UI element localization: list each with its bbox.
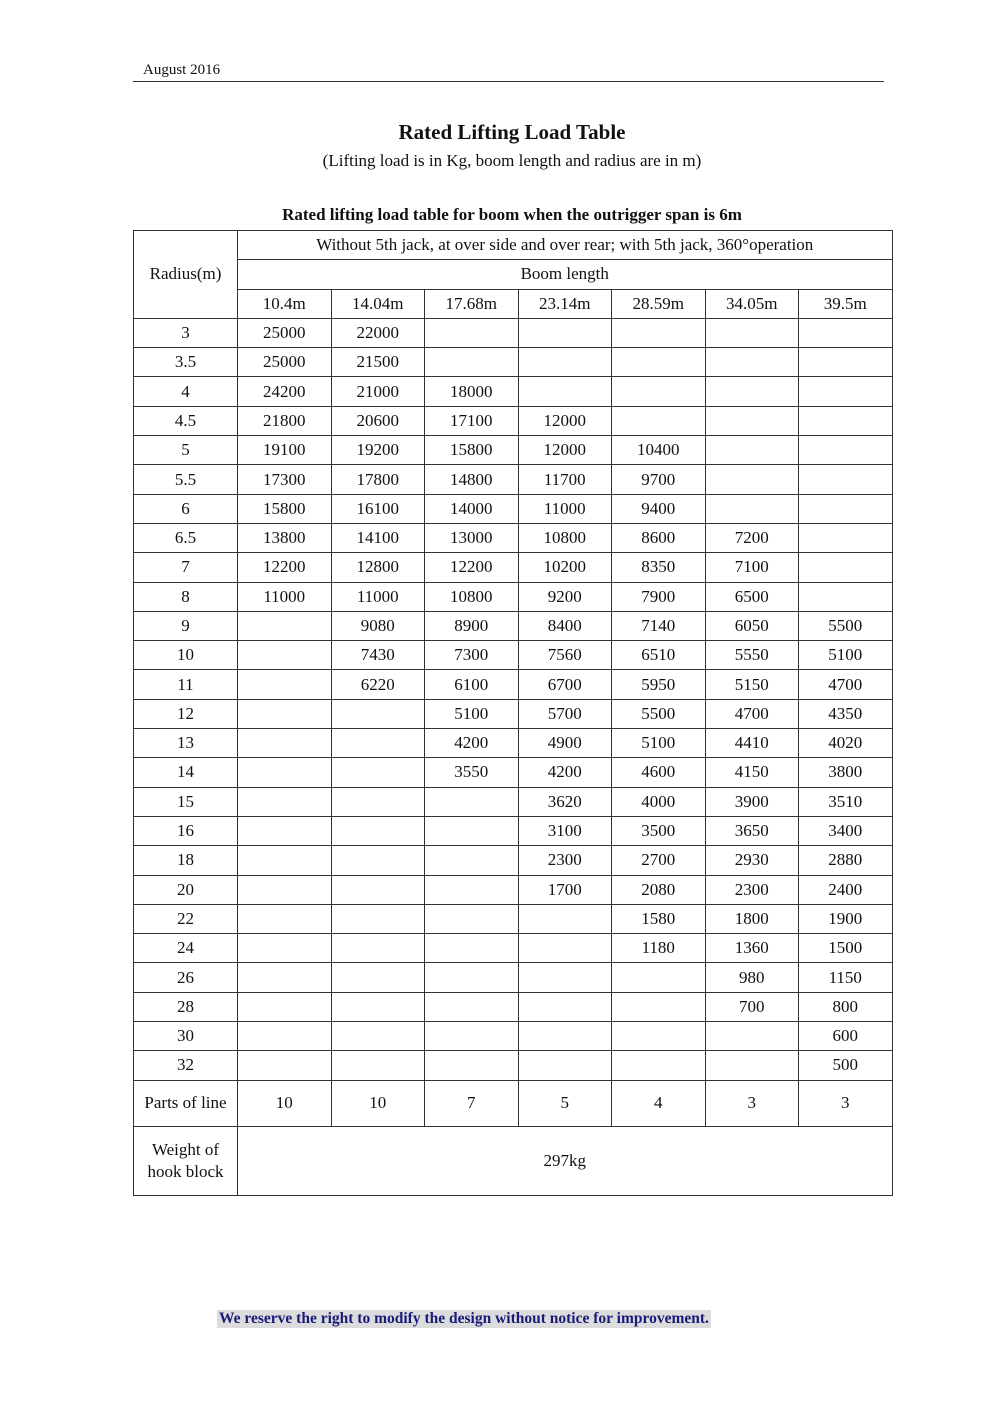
radius-cell: 5: [134, 436, 238, 465]
load-table: [133, 230, 893, 1196]
load-cell: 3500: [612, 816, 706, 845]
radius-cell: 8: [134, 582, 238, 611]
load-cell: [331, 875, 425, 904]
hook-block-label: Weight of hook block: [134, 1126, 238, 1195]
load-cell: 19100: [238, 436, 332, 465]
load-cell: 1180: [612, 934, 706, 963]
page-title: Rated Lifting Load Table: [398, 120, 626, 144]
load-cell: 5100: [799, 641, 893, 670]
load-cell: 3650: [705, 816, 799, 845]
load-cell: [705, 465, 799, 494]
load-cell: [238, 963, 332, 992]
load-cell: 7140: [612, 611, 706, 640]
load-cell: 1500: [799, 934, 893, 963]
load-cell: 11000: [518, 494, 612, 523]
table-row: [134, 611, 893, 640]
load-cell: [425, 934, 519, 963]
load-cell: 4600: [612, 758, 706, 787]
table-row: [134, 992, 893, 1021]
load-cell: [612, 377, 706, 406]
load-cell: [612, 406, 706, 435]
load-cell: 20600: [331, 406, 425, 435]
load-cell: 10400: [612, 436, 706, 465]
load-cell: 17800: [331, 465, 425, 494]
load-cell: [331, 904, 425, 933]
load-cell: 2700: [612, 846, 706, 875]
load-cell: [705, 377, 799, 406]
load-cell: [238, 670, 332, 699]
load-cell: 1360: [705, 934, 799, 963]
load-cell: [799, 348, 893, 377]
load-cell: 2880: [799, 846, 893, 875]
load-cell: [799, 406, 893, 435]
load-cell: 10200: [518, 553, 612, 582]
load-cell: 16100: [331, 494, 425, 523]
load-cell: [331, 1051, 425, 1080]
radius-cell: 11: [134, 670, 238, 699]
load-cell: 5150: [705, 670, 799, 699]
load-cell: 8400: [518, 611, 612, 640]
load-cell: 5950: [612, 670, 706, 699]
load-cell: [238, 699, 332, 728]
load-cell: 21000: [331, 377, 425, 406]
radius-cell: 10: [134, 641, 238, 670]
load-cell: [612, 318, 706, 347]
load-cell: [425, 1051, 519, 1080]
radius-cell: 20: [134, 875, 238, 904]
load-cell: 1150: [799, 963, 893, 992]
load-cell: [425, 963, 519, 992]
load-cell: [238, 875, 332, 904]
load-cell: [518, 1022, 612, 1051]
load-cell: 6500: [705, 582, 799, 611]
load-cell: [612, 348, 706, 377]
load-cell: [238, 611, 332, 640]
table-row: [134, 699, 893, 728]
hook-block-weight: 297kg: [238, 1126, 893, 1195]
radius-cell: 28: [134, 992, 238, 1021]
load-cell: [331, 816, 425, 845]
table-row: [134, 318, 893, 347]
load-cell: 2400: [799, 875, 893, 904]
load-cell: 25000: [238, 348, 332, 377]
table-row: [134, 904, 893, 933]
load-cell: [425, 787, 519, 816]
header-row-operation: [134, 231, 893, 260]
load-cell: [518, 377, 612, 406]
header-divider: [133, 81, 884, 82]
load-cell: 6100: [425, 670, 519, 699]
load-cell: [238, 904, 332, 933]
load-cell: 9080: [331, 611, 425, 640]
load-cell: 17300: [238, 465, 332, 494]
load-cell: 12200: [238, 553, 332, 582]
radius-cell: 18: [134, 846, 238, 875]
parts-of-line-cell: 3: [799, 1080, 893, 1126]
radius-cell: 4.5: [134, 406, 238, 435]
table-row: [134, 816, 893, 845]
load-cell: [331, 963, 425, 992]
load-cell: [425, 846, 519, 875]
load-cell: 4150: [705, 758, 799, 787]
load-cell: 2300: [518, 846, 612, 875]
load-cell: 3800: [799, 758, 893, 787]
load-cell: [425, 816, 519, 845]
table-row: [134, 963, 893, 992]
radius-header: Radius(m): [134, 231, 238, 319]
load-cell: 2300: [705, 875, 799, 904]
table-row: [134, 787, 893, 816]
load-cell: 5500: [612, 699, 706, 728]
load-cell: [425, 992, 519, 1021]
radius-cell: 22: [134, 904, 238, 933]
load-cell: [705, 348, 799, 377]
load-cell: [425, 904, 519, 933]
load-cell: 13800: [238, 523, 332, 552]
table-row: [134, 846, 893, 875]
load-cell: 2930: [705, 846, 799, 875]
radius-cell: 7: [134, 553, 238, 582]
load-cell: 4200: [425, 729, 519, 758]
load-cell: 25000: [238, 318, 332, 347]
load-cell: 4350: [799, 699, 893, 728]
load-cell: 7100: [705, 553, 799, 582]
load-cell: 4700: [705, 699, 799, 728]
load-cell: 7560: [518, 641, 612, 670]
load-cell: [518, 318, 612, 347]
load-cell: 5100: [425, 699, 519, 728]
boom-length-cell: 34.05m: [705, 289, 799, 318]
load-cell: 3100: [518, 816, 612, 845]
header-date: August 2016: [143, 62, 221, 78]
load-cell: 9700: [612, 465, 706, 494]
radius-cell: 5.5: [134, 465, 238, 494]
table-row: [134, 875, 893, 904]
load-cell: 7300: [425, 641, 519, 670]
table-row: [134, 494, 893, 523]
boom-length-cell: 23.14m: [518, 289, 612, 318]
load-cell: [238, 1022, 332, 1051]
table-row: [134, 523, 893, 552]
load-cell: [705, 494, 799, 523]
load-cell: [238, 641, 332, 670]
load-cell: 6510: [612, 641, 706, 670]
load-cell: 4020: [799, 729, 893, 758]
radius-cell: 3: [134, 318, 238, 347]
load-cell: [331, 992, 425, 1021]
load-cell: 18000: [425, 377, 519, 406]
table-row: [134, 406, 893, 435]
radius-cell: 32: [134, 1051, 238, 1080]
load-cell: 3510: [799, 787, 893, 816]
boom-length-header: Boom length: [238, 260, 893, 289]
radius-cell: 3.5: [134, 348, 238, 377]
load-cell: 21800: [238, 406, 332, 435]
radius-cell: 4: [134, 377, 238, 406]
load-cell: 4000: [612, 787, 706, 816]
load-cell: 10800: [425, 582, 519, 611]
load-cell: 24200: [238, 377, 332, 406]
radius-cell: 16: [134, 816, 238, 845]
load-cell: [705, 406, 799, 435]
load-cell: 5700: [518, 699, 612, 728]
radius-cell: 9: [134, 611, 238, 640]
load-cell: [238, 787, 332, 816]
load-cell: 8350: [612, 553, 706, 582]
load-cell: [705, 1022, 799, 1051]
load-cell: 17100: [425, 406, 519, 435]
load-cell: 9400: [612, 494, 706, 523]
table-row: [134, 377, 893, 406]
load-cell: 3400: [799, 816, 893, 845]
load-cell: 12200: [425, 553, 519, 582]
load-cell: [238, 992, 332, 1021]
radius-cell: 24: [134, 934, 238, 963]
load-cell: 6050: [705, 611, 799, 640]
load-cell: [799, 377, 893, 406]
parts-of-line-cell: 10: [331, 1080, 425, 1126]
load-cell: [238, 758, 332, 787]
table-row: [134, 348, 893, 377]
load-cell: [238, 729, 332, 758]
load-cell: [238, 846, 332, 875]
load-cell: 6700: [518, 670, 612, 699]
load-cell: 600: [799, 1022, 893, 1051]
load-cell: 9200: [518, 582, 612, 611]
footer-disclaimer: We reserve the right to modify the design without notice for improvement.: [219, 1310, 709, 1327]
table-row: [134, 758, 893, 787]
load-cell: 10800: [518, 523, 612, 552]
load-cell: [331, 758, 425, 787]
load-cell: [799, 553, 893, 582]
load-cell: 980: [705, 963, 799, 992]
load-cell: 800: [799, 992, 893, 1021]
boom-length-cell: 17.68m: [425, 289, 519, 318]
load-cell: [705, 1051, 799, 1080]
load-cell: 7200: [705, 523, 799, 552]
load-cell: [238, 816, 332, 845]
load-cell: [518, 934, 612, 963]
load-cell: 12000: [518, 406, 612, 435]
load-cell: [518, 348, 612, 377]
operation-header: Without 5th jack, at over side and over rear; with 5th jack, 360°operation: [238, 231, 893, 260]
load-cell: [425, 318, 519, 347]
load-cell: 2080: [612, 875, 706, 904]
boom-length-cell: 10.4m: [238, 289, 332, 318]
load-cell: 3620: [518, 787, 612, 816]
load-cell: [331, 1022, 425, 1051]
load-cell: [331, 934, 425, 963]
load-cell: 3550: [425, 758, 519, 787]
load-cell: [425, 1022, 519, 1051]
load-cell: [331, 699, 425, 728]
load-cell: [799, 494, 893, 523]
load-cell: 4410: [705, 729, 799, 758]
load-cell: 1700: [518, 875, 612, 904]
load-cell: [238, 1051, 332, 1080]
radius-cell: 13: [134, 729, 238, 758]
radius-cell: 6: [134, 494, 238, 523]
load-cell: [799, 465, 893, 494]
table-row: [134, 582, 893, 611]
radius-cell: 12: [134, 699, 238, 728]
load-cell: 700: [705, 992, 799, 1021]
load-cell: [612, 963, 706, 992]
load-cell: [799, 582, 893, 611]
load-cell: 11000: [238, 582, 332, 611]
load-cell: [799, 523, 893, 552]
load-cell: 5500: [799, 611, 893, 640]
boom-length-cell: 28.59m: [612, 289, 706, 318]
load-cell: 8600: [612, 523, 706, 552]
table-row: [134, 553, 893, 582]
load-cell: [425, 348, 519, 377]
table-row: [134, 1051, 893, 1080]
load-cell: [612, 992, 706, 1021]
parts-of-line-cell: 5: [518, 1080, 612, 1126]
load-cell: [331, 846, 425, 875]
load-cell: 19200: [331, 436, 425, 465]
table-row: [134, 1022, 893, 1051]
load-cell: 5550: [705, 641, 799, 670]
load-cell: 12000: [518, 436, 612, 465]
table-row: [134, 641, 893, 670]
load-cell: [705, 318, 799, 347]
load-cell: 14800: [425, 465, 519, 494]
load-cell: 8900: [425, 611, 519, 640]
load-cell: 4900: [518, 729, 612, 758]
load-cell: 500: [799, 1051, 893, 1080]
boom-length-cell: 39.5m: [799, 289, 893, 318]
load-cell: 5100: [612, 729, 706, 758]
load-cell: 7900: [612, 582, 706, 611]
load-cell: [518, 963, 612, 992]
radius-cell: 14: [134, 758, 238, 787]
load-cell: [518, 992, 612, 1021]
radius-cell: 26: [134, 963, 238, 992]
parts-of-line-cell: 4: [612, 1080, 706, 1126]
table-row: [134, 670, 893, 699]
load-cell: 12800: [331, 553, 425, 582]
load-cell: [331, 787, 425, 816]
table-caption: Rated lifting load table for boom when the outrigger span is 6m: [282, 205, 742, 224]
page-subtitle: (Lifting load is in Kg, boom length and radius are in m): [322, 151, 702, 170]
load-cell: 1580: [612, 904, 706, 933]
load-cell: 3900: [705, 787, 799, 816]
parts-of-line-cell: 7: [425, 1080, 519, 1126]
load-cell: [705, 436, 799, 465]
table-row: [134, 436, 893, 465]
radius-cell: 6.5: [134, 523, 238, 552]
load-cell: 15800: [425, 436, 519, 465]
table-row: [134, 465, 893, 494]
load-cell: [518, 904, 612, 933]
parts-of-line-label: Parts of line: [134, 1080, 238, 1126]
load-cell: 11000: [331, 582, 425, 611]
load-cell: [799, 436, 893, 465]
table-row: [134, 934, 893, 963]
load-cell: 1900: [799, 904, 893, 933]
load-cell: 6220: [331, 670, 425, 699]
load-cell: 11700: [518, 465, 612, 494]
header-row-lengths: [134, 289, 893, 318]
radius-cell: 15: [134, 787, 238, 816]
load-cell: 22000: [331, 318, 425, 347]
radius-cell: 30: [134, 1022, 238, 1051]
load-cell: [612, 1051, 706, 1080]
load-cell: 21500: [331, 348, 425, 377]
load-cell: [331, 729, 425, 758]
load-cell: [518, 1051, 612, 1080]
load-cell: 1800: [705, 904, 799, 933]
load-cell: 7430: [331, 641, 425, 670]
hook-block-row: [134, 1126, 893, 1195]
header-row-boom: [134, 260, 893, 289]
parts-of-line-cell: 10: [238, 1080, 332, 1126]
load-cell: [799, 318, 893, 347]
boom-length-cell: 14.04m: [331, 289, 425, 318]
load-cell: 15800: [238, 494, 332, 523]
load-cell: [238, 934, 332, 963]
load-cell: 4700: [799, 670, 893, 699]
load-cell: [612, 1022, 706, 1051]
load-cell: 4200: [518, 758, 612, 787]
load-cell: 13000: [425, 523, 519, 552]
table-row: [134, 729, 893, 758]
load-cell: 14100: [331, 523, 425, 552]
parts-of-line-cell: 3: [705, 1080, 799, 1126]
load-cell: 14000: [425, 494, 519, 523]
load-cell: [425, 875, 519, 904]
parts-of-line-row: [134, 1080, 893, 1126]
